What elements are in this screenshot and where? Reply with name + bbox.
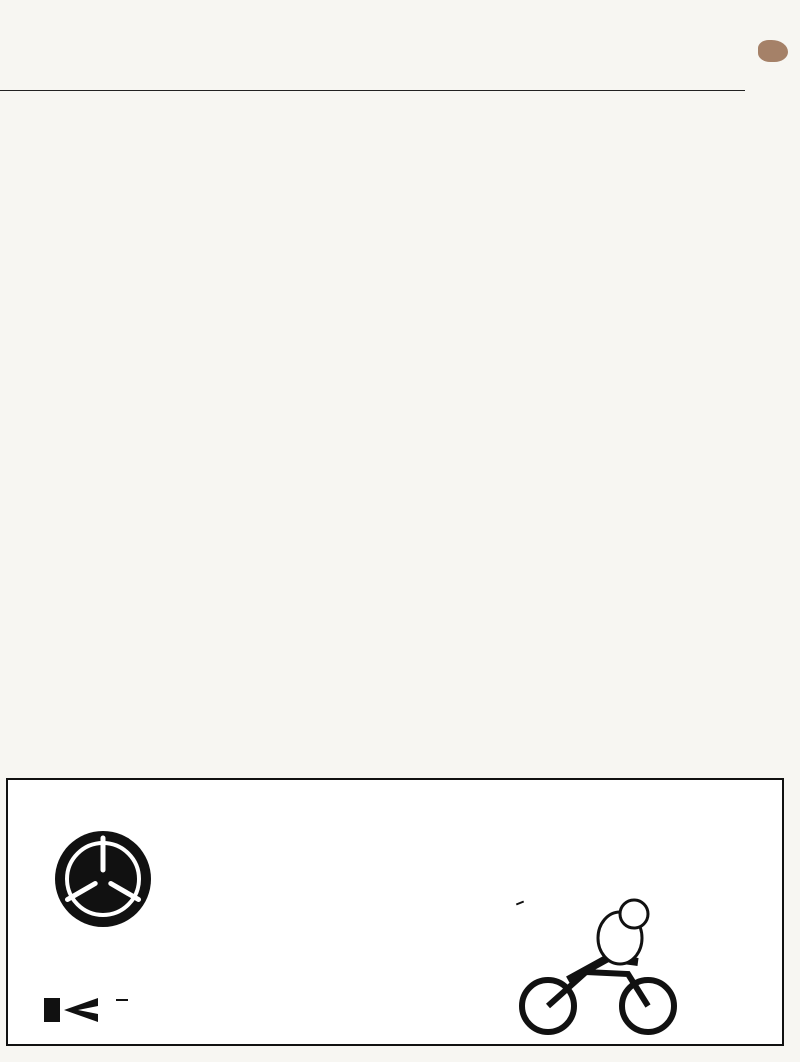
advertisement — [6, 778, 784, 1046]
background-watermark — [0, 485, 800, 575]
kawasaki-logo — [44, 996, 216, 1024]
yamaha-logo-icon — [48, 824, 158, 934]
motorbike-illustration-icon — [508, 888, 688, 1038]
kawasaki-brand — [116, 999, 128, 1001]
kawasaki-k-icon — [44, 996, 110, 1024]
